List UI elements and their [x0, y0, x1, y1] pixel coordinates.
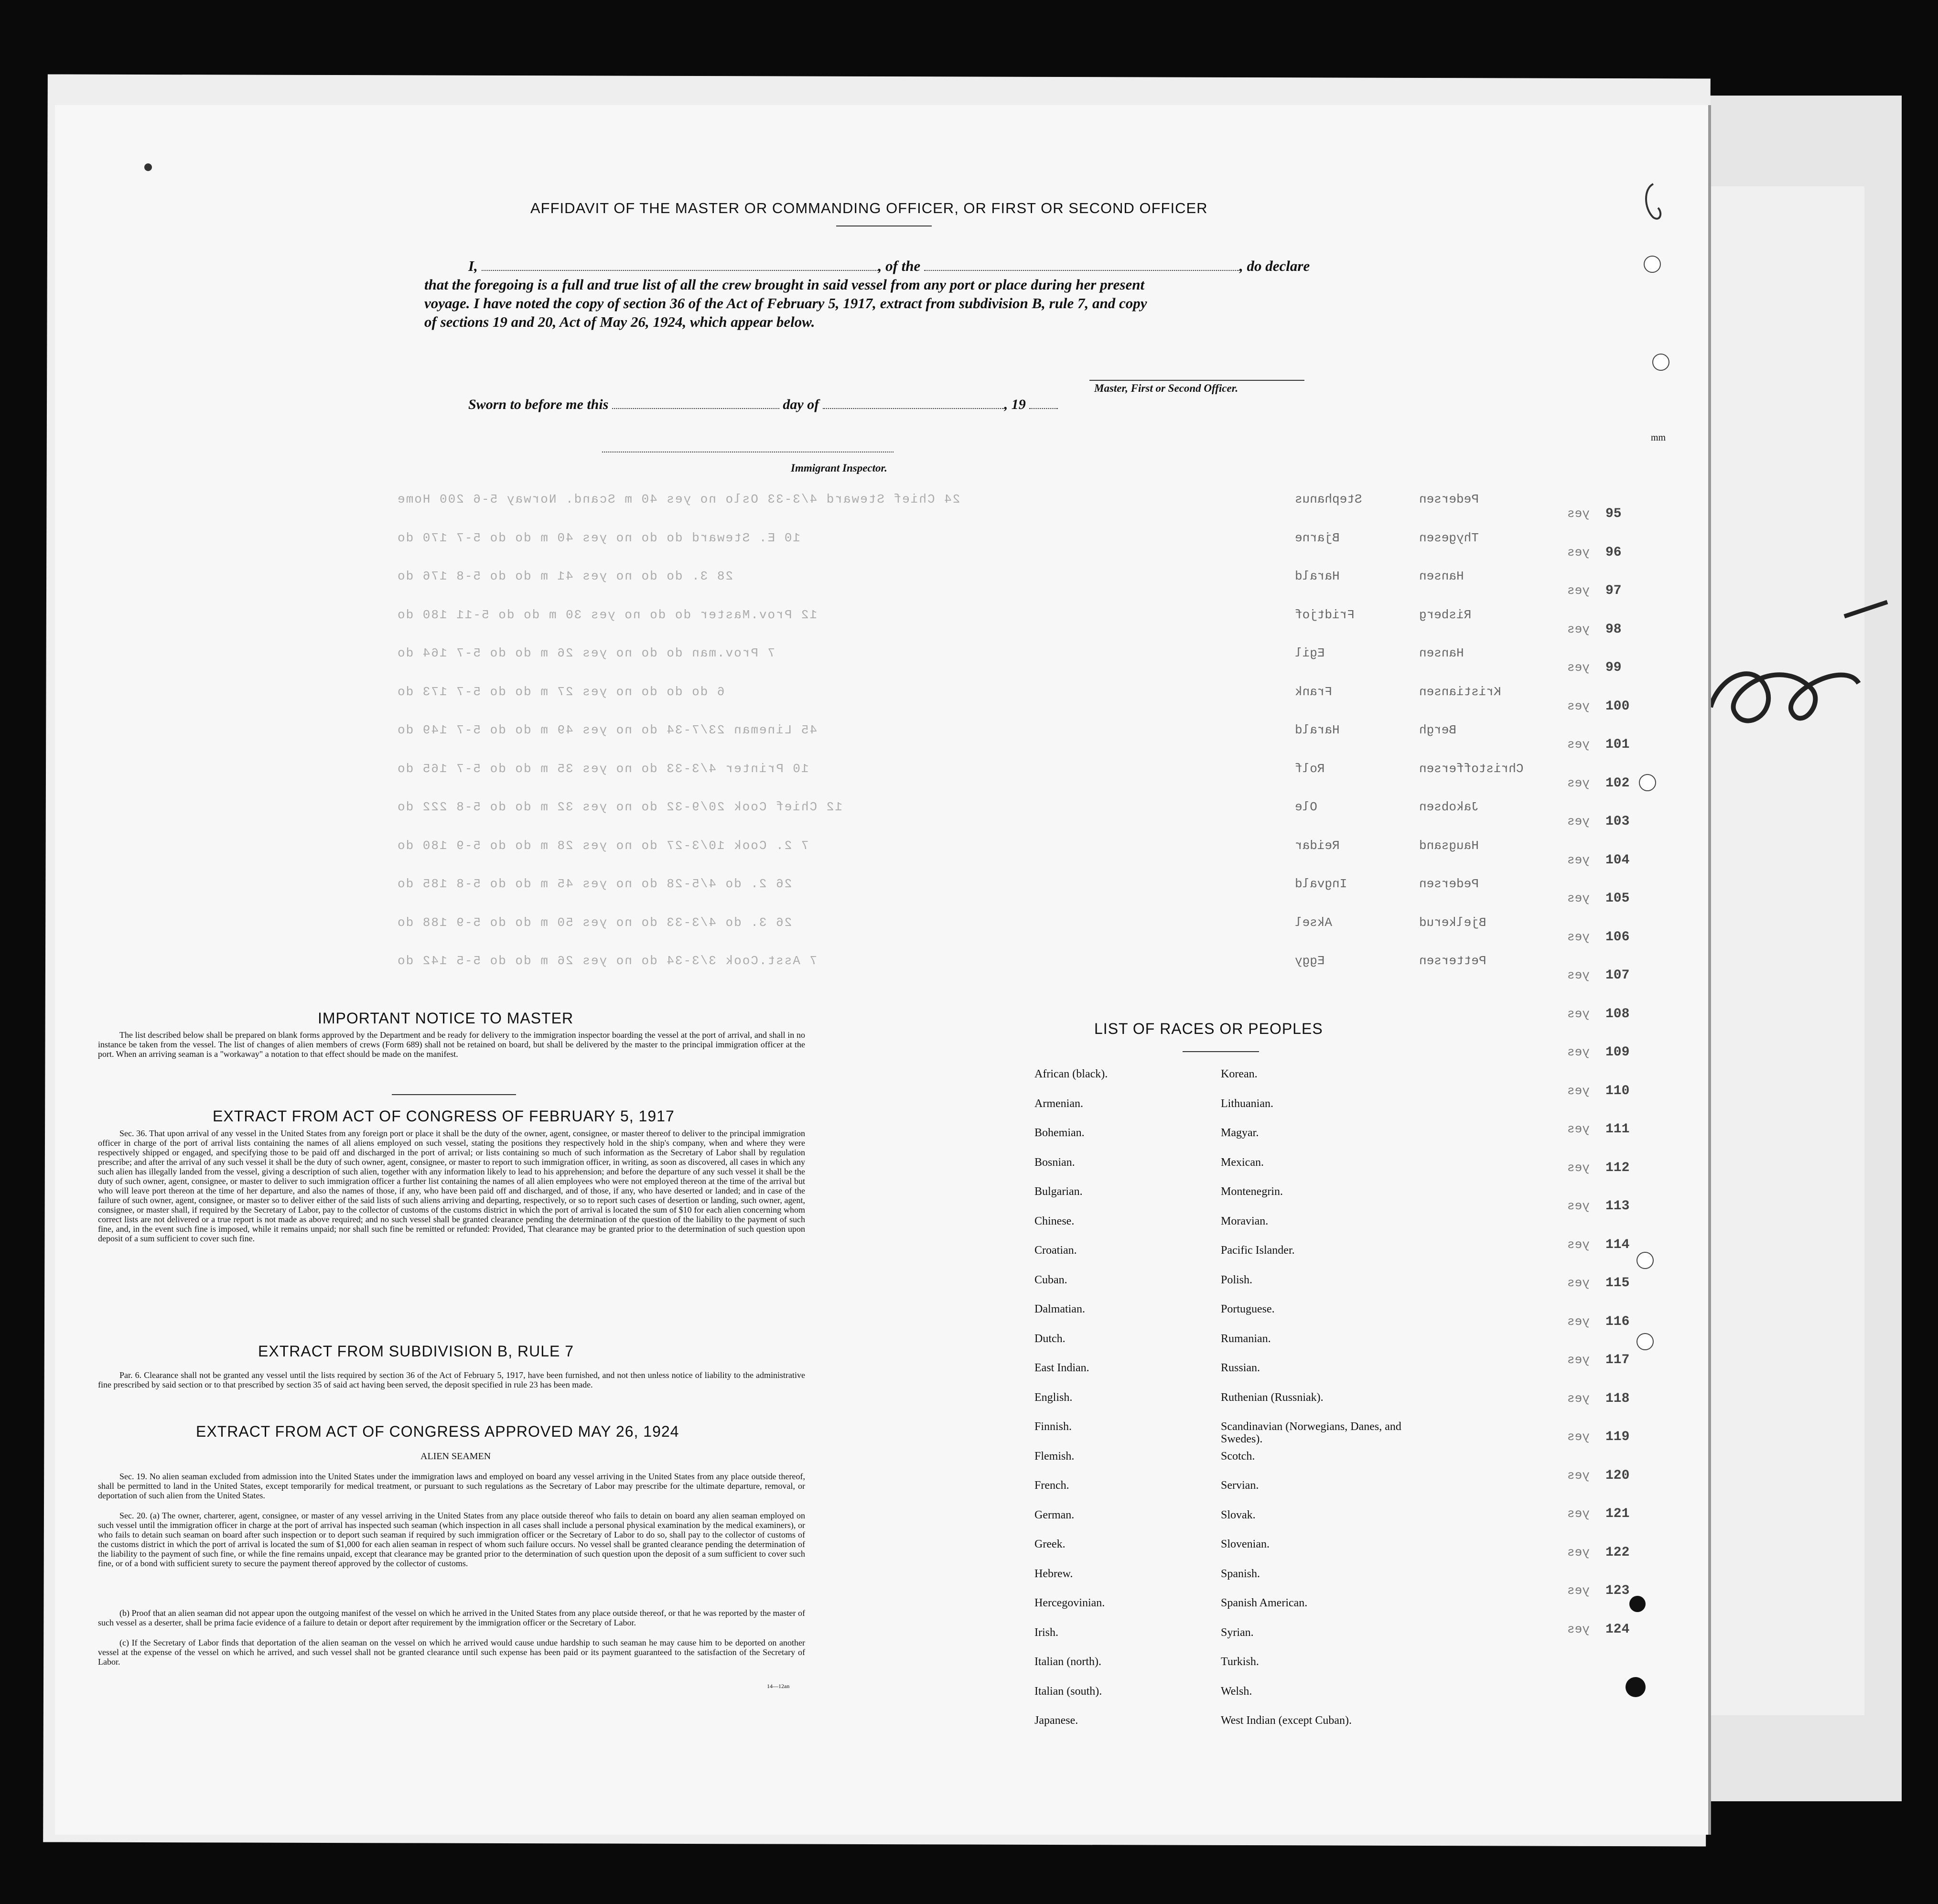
affidavit-title: AFFIDAVIT OF THE MASTER OR COMMANDING OFFICER, OR FIRST OR SECOND OFFICER: [530, 200, 1208, 216]
race-item: Ruthenian (Russniak).: [1221, 1391, 1324, 1404]
bleed-yes-mark: yes: [1567, 737, 1590, 752]
bleed-yes-mark: yes: [1567, 1545, 1590, 1560]
bleed-yes-mark: yes: [1567, 1199, 1590, 1213]
day-of-label: day of: [783, 397, 819, 412]
race-item: Hercegovinian.: [1034, 1597, 1105, 1609]
race-item: Bohemian.: [1034, 1127, 1085, 1139]
crew-number: 123: [1605, 1583, 1630, 1598]
race-item: Rumanian.: [1221, 1332, 1271, 1345]
declaration-line-3: voyage. I have noted the copy of section 36 of the Act of February 5, 1917, extract from subdivision B, rule 7, and copy: [424, 295, 1147, 312]
crew-number: 109: [1605, 1045, 1630, 1060]
crew-number: 110: [1605, 1083, 1630, 1098]
extract-1917-text: Sec. 36. That upon arrival of any vessel in the United States from any foreign port or place it shall be the duty of the owner, agent, consignee, or master thereof to deliver to the principal immigration officer in charge of the port of arrival lists containing the names of all aliens employed on such vessel, stating the positions they respectively hold in the ship's company, when and where they were respectively shipped or engaged, and specifying those to be paid off and discharged in the port of arrival; or lists containing so much of such information as the Secretary of Labor shall by regulation prescribe; and after the arrival of any such vessel it shall be the duty of such owner, agent, consignee, or master to report to such immigration officer, in writing, as soon as discovered, all cases in which any such alien has illegally landed from the vessel, giving a description of such alien, together with any information likely to lead to his apprehension; and before the departure of any such vessel it shall be the duty of such owner, agent, consignee, or master to deliver to such immigration officer a further list containing the names of all alien employees who were not employed thereon at the time of the arrival but who will leave port thereon at the time of her departure, and also the names of those, if any, who have been paid off and discharged, and of those, if any, who have deserted or landed; and in case of the failure of such owner, agent, consignee, or master so to deliver either of the said lists of such aliens arriving and departing, respectively, or so to report such cases of desertion or landing, such owner, agent, consignee, or master shall, if required by the Secretary of Labor, pay to the collector of customs of the customs district in which the port of arrival is located the sum of $10 for each alien concerning whom correct lists are not delivered or a true report is not made as above required; and no such vessel shall be granted clearance pending the determination of the question of the liability to the payment of such fine, and, in the event such fine is imposed, while it remains unpaid; nor shall such fine be remitted or refunded: Provided, That clearance may be granted prior to the determination of such question upon deposit of a sum sufficient to cover such fine.: [98, 1129, 805, 1243]
race-item: Armenian.: [1034, 1097, 1083, 1110]
bleed-yes-mark: yes: [1567, 622, 1590, 636]
bleed-row-details: 28 3. do do no yes 41 m do do 5-8 176 do: [397, 569, 733, 583]
race-item: Bosnian.: [1034, 1156, 1075, 1169]
bleed-row-details: 12 Chief Cook 20/9-32 do no yes 32 m do do 5-8 222 do: [397, 800, 842, 814]
ink-dot: [1629, 1596, 1646, 1612]
do-declare-label: , do declare: [1239, 258, 1310, 274]
bleed-yes-mark: yes: [1567, 1160, 1590, 1175]
bleed-yes-mark: yes: [1567, 1506, 1590, 1521]
bleed-yes-mark: yes: [1567, 852, 1590, 867]
race-item: Polish.: [1221, 1273, 1253, 1286]
bleed-first-name: Harald: [1295, 569, 1340, 583]
crew-number: 115: [1605, 1276, 1630, 1291]
punch-hole: [1637, 1252, 1654, 1269]
margin-mark: mm: [1651, 432, 1666, 443]
race-item: Spanish.: [1221, 1567, 1260, 1580]
race-item: Welsh.: [1221, 1685, 1252, 1698]
race-item: Montenegrin.: [1221, 1185, 1283, 1198]
crew-number: 102: [1605, 775, 1630, 791]
bleed-row-details: 10 Printer 4/3-33 do no yes 35 m do do 5-7 165 do: [397, 761, 809, 776]
bleed-first-name: Bjarne: [1295, 530, 1340, 545]
bleed-row-details: 26 3. do 4/3-33 do no yes 50 m do do 5-9 188 do: [397, 915, 792, 930]
margin-hook-mark: [1639, 179, 1668, 227]
bleed-yes-mark: yes: [1567, 1083, 1590, 1098]
bleed-first-name: Ole: [1295, 800, 1317, 814]
rule7-heading: EXTRACT FROM SUBDIVISION B, RULE 7: [258, 1343, 574, 1360]
bleed-yes-mark: yes: [1567, 1006, 1590, 1021]
sec20b-text: (b) Proof that an alien seaman did not appear upon the outgoing manifest of the vessel on which he arrived in the United States from any place outside thereof, or that he was reported by the master of such vessel as a deserter, shall be prima facie evidence of a failure to detain or deport after requirement by the immigration officer or the Secretary of Labor.: [98, 1608, 805, 1627]
race-item: Cuban.: [1034, 1273, 1067, 1286]
bleed-surname: Jakobsen: [1419, 800, 1479, 814]
sec20a-text: Sec. 20. (a) The owner, charterer, agent, consignee, or master of any vessel arriving in the United States from any place outside thereof who fails to detain on board any alien seaman employed on such vessel until the immigration officer in charge at the port of arrival has inspected such seaman (which inspection in all cases shall include a personal physical examination by the medical examiners), or who fails to detain such seaman on board after such inspection or to deport such seaman if required by such immigration officer or the Secretary of Labor to do so, shall pay to the collector of customs of the customs district in which the port of arrival is located the sum of $1,000 for each alien seaman in respect of whom such failure occurs. No vessel shall be granted clearance pending the determination of the liability to the payment of such fine, or while the fine remains unpaid, except that clearance may be granted prior to the determination of such question upon the deposit of a sum sufficient to cover such fine, or of a bond with sufficient surety to secure the payment thereof approved by the collector of customs.: [98, 1511, 805, 1568]
bleed-yes-mark: yes: [1567, 1391, 1590, 1406]
race-item: Slovenian.: [1221, 1538, 1270, 1550]
bleed-first-name: Ingvald: [1295, 877, 1347, 891]
race-item: Italian (south).: [1034, 1685, 1102, 1698]
bleed-surname: Pedersen: [1419, 492, 1479, 506]
race-item: Irish.: [1034, 1626, 1058, 1639]
race-item: Dutch.: [1034, 1332, 1066, 1345]
bleed-surname: Bjelkerud: [1419, 915, 1486, 930]
bleed-first-name: Eggy: [1295, 954, 1325, 968]
extract-1924-heading: EXTRACT FROM ACT OF CONGRESS APPROVED MAY 26, 1924: [196, 1423, 679, 1440]
declaration-line-1: [468, 257, 1310, 275]
bleed-yes-mark: yes: [1567, 660, 1590, 675]
punch-hole: [1644, 256, 1661, 273]
notice-rule: [392, 1094, 516, 1095]
race-item: English.: [1034, 1391, 1073, 1404]
races-rule: [1183, 1051, 1259, 1052]
bleed-surname: Kristiansen: [1419, 684, 1501, 699]
race-item: Bulgarian.: [1034, 1185, 1083, 1198]
crew-number: 98: [1605, 622, 1622, 637]
race-item: Spanish American.: [1221, 1597, 1308, 1609]
bleed-first-name: Fridtjof: [1295, 607, 1355, 622]
bleed-yes-mark: yes: [1567, 891, 1590, 905]
alien-seamen-subheading: ALIEN SEAMEN: [420, 1451, 491, 1462]
bleed-yes-mark: yes: [1567, 506, 1590, 521]
affidavit-page: [55, 105, 1711, 1835]
year-label: , 19: [1004, 397, 1026, 412]
race-item: Croatian.: [1034, 1244, 1077, 1257]
crew-number: 99: [1605, 660, 1622, 675]
important-notice-heading: IMPORTANT NOTICE TO MASTER: [318, 1010, 574, 1027]
bleed-yes-mark: yes: [1567, 583, 1590, 598]
bleed-row-details: 7 2. Cook 10/3-27 do no yes 28 m do do 5-9 180 do: [397, 838, 809, 853]
bleed-yes-mark: yes: [1567, 1622, 1590, 1636]
crew-number: 119: [1605, 1430, 1630, 1444]
bleed-yes-mark: yes: [1567, 1237, 1590, 1252]
race-item: Russian.: [1221, 1362, 1260, 1374]
declaration-line-4: of sections 19 and 20, Act of May 26, 1924, which appear below.: [424, 313, 815, 330]
bleed-surname: Pedersen: [1419, 877, 1479, 891]
handwritten-scrawl: [1701, 588, 1892, 741]
race-item: East Indian.: [1034, 1362, 1089, 1374]
corner-mark: [141, 160, 155, 174]
crew-number: 106: [1605, 929, 1630, 945]
bleed-yes-mark: yes: [1567, 775, 1590, 790]
race-item: West Indian (except Cuban).: [1221, 1714, 1352, 1727]
sworn-label: Sworn to before me this: [468, 397, 609, 412]
sworn-month-blank[interactable]: [823, 398, 1004, 409]
bleed-row-details: 7 Asst.Cook 3/3-34 do no yes 26 m do do 5-5 142 do: [397, 954, 818, 968]
race-item: Slovak.: [1221, 1508, 1256, 1521]
bleed-surname: Christoffersen: [1419, 761, 1524, 776]
crew-number: 124: [1605, 1622, 1630, 1637]
race-item: Scandinavian (Norwegians, Danes, and Swedes).: [1221, 1420, 1401, 1445]
crew-number: 105: [1605, 891, 1630, 906]
crew-number: 107: [1605, 968, 1630, 983]
punch-hole: [1652, 354, 1669, 371]
bleed-row-details: 10 E. Steward do do no yes 40 m do do 5-7 170 do: [397, 530, 800, 545]
race-item: Italian (north).: [1034, 1656, 1101, 1668]
race-item: Syrian.: [1221, 1626, 1254, 1639]
crew-number: 117: [1605, 1353, 1630, 1367]
bleed-surname: Hansen: [1419, 646, 1464, 660]
bleed-yes-mark: yes: [1567, 929, 1590, 944]
bleed-yes-mark: yes: [1567, 1122, 1590, 1136]
bleed-surname: Haugsand: [1419, 838, 1479, 853]
bleed-yes-mark: yes: [1567, 545, 1590, 559]
race-item: Moravian.: [1221, 1215, 1269, 1227]
bleed-yes-mark: yes: [1567, 699, 1590, 713]
bleed-first-name: Aksel: [1295, 915, 1333, 930]
of-the-label: , of the: [878, 258, 921, 274]
sec20c-text: (c) If the Secretary of Labor finds that deportation of the alien seaman on the vessel on which he arrived would cause undue hardship to such seaman he may cause him to be deported on another vessel at the expense of the vessel on which he arrived, and such vessel shall not be granted clearance until such expense has been paid or its payment guaranteed to the satisfaction of the Secretary of Labor.: [98, 1638, 805, 1667]
race-item: Magyar.: [1221, 1127, 1259, 1139]
race-item: Japanese.: [1034, 1714, 1078, 1727]
race-item: Servian.: [1221, 1479, 1259, 1492]
crew-number: 100: [1605, 699, 1630, 714]
race-item: French.: [1034, 1479, 1069, 1492]
master-caption: Master, First or Second Officer.: [1094, 382, 1238, 394]
crew-number: 103: [1605, 814, 1630, 829]
race-item: Chinese.: [1034, 1215, 1075, 1227]
crew-number: 122: [1605, 1545, 1630, 1560]
bleed-surname: Pettersen: [1419, 954, 1486, 968]
inspector-caption: Immigrant Inspector.: [791, 462, 887, 474]
important-notice-text: The list described below shall be prepared on blank forms approved by the Department and be ready for delivery to the immigration inspector boarding the vessel at the port of arrival, and shall in no instance be taken from the vessel. The list of changes of alien members of crews (Form 689) shall not be retained on board, but shall be delivered by the master to the principal immigration officer at the port. When an arriving seaman is a "workaway" a notation to that effect should be made on the manifest.: [98, 1030, 805, 1059]
race-item: Hebrew.: [1034, 1567, 1073, 1580]
bleed-yes-mark: yes: [1567, 1353, 1590, 1367]
bleed-yes-mark: yes: [1567, 1430, 1590, 1444]
crew-number: 96: [1605, 545, 1622, 560]
bleed-row-details: 26 2. do 4/5-28 do no yes 45 m do do 5-8 185 do: [397, 877, 792, 891]
bleed-row-details: 7 Prov.man do do no yes 26 m do do 5-7 164 do: [397, 646, 775, 660]
bleed-row-details: 12 Prov.Master do do no yes 30 m do do 5-11 180 do: [397, 607, 818, 622]
sworn-line: [468, 396, 1058, 414]
extract-1917-heading: EXTRACT FROM ACT OF CONGRESS OF FEBRUARY 5, 1917: [213, 1108, 675, 1125]
bleed-first-name: Stephanus: [1295, 492, 1362, 506]
bleed-first-name: Reidar: [1295, 838, 1340, 853]
punch-hole: [1637, 1333, 1654, 1350]
crew-number: 116: [1605, 1314, 1630, 1329]
crew-number: 118: [1605, 1391, 1630, 1406]
bleed-row-details: 24 Chief Steward 4/3-33 Oslo no yes 40 m Scand. Norway 5-6 200 Home: [397, 492, 960, 506]
bleed-yes-mark: yes: [1567, 1314, 1590, 1329]
race-item: Greek.: [1034, 1538, 1066, 1550]
master-signature-line[interactable]: [1089, 380, 1304, 381]
crew-number: 97: [1605, 583, 1622, 598]
sec19-text: Sec. 19. No alien seaman excluded from admission into the United States under the immigration laws and employed on board any vessel arriving in the United States from any place outside thereof, shall be permitted to land in the United States, except temporarily for medical treatment, or pursuant to such regulations as the Secretary of Labor may prescribe for the ultimate departure, removal, or deportation of such alien from the United States.: [98, 1472, 805, 1500]
race-item: Flemish.: [1034, 1450, 1075, 1463]
race-item: German.: [1034, 1508, 1075, 1521]
crew-number: 108: [1605, 1006, 1630, 1022]
crew-number: 121: [1605, 1506, 1630, 1521]
crew-number: 101: [1605, 737, 1630, 752]
bleed-row-details: 6 do do do no yes 27 m do do 5-7 173 do: [397, 684, 725, 699]
bleed-first-name: Frank: [1295, 684, 1333, 699]
declaration-line-2: that the foregoing is a full and true list of all the crew brought in said vessel from any port or place during her present: [424, 276, 1145, 293]
bleed-first-name: Egil: [1295, 646, 1325, 660]
bleed-first-name: Harald: [1295, 723, 1340, 737]
bleed-yes-mark: yes: [1567, 1583, 1590, 1598]
back-sheet-edge: [1691, 186, 1864, 1715]
race-item: Mexican.: [1221, 1156, 1264, 1169]
race-item: Portuguese.: [1221, 1303, 1275, 1315]
bleed-yes-mark: yes: [1567, 1468, 1590, 1483]
i-label: I,: [468, 258, 478, 274]
race-item: Turkish.: [1221, 1656, 1259, 1668]
name-blank[interactable]: [482, 259, 878, 271]
bleed-surname: Risberg: [1419, 607, 1472, 622]
bleed-row-details: 45 Lineman 23/7-34 do no yes 49 m do do 5-7 149 do: [397, 723, 818, 737]
bleed-surname: Thygesen: [1419, 530, 1479, 545]
bleed-yes-mark: yes: [1567, 1276, 1590, 1290]
form-number: 14—12an: [767, 1683, 790, 1689]
bleed-yes-mark: yes: [1567, 1045, 1590, 1059]
bleed-yes-mark: yes: [1567, 968, 1590, 982]
crew-number: 104: [1605, 852, 1630, 868]
year-blank[interactable]: [1029, 398, 1058, 409]
race-item: African (black).: [1034, 1068, 1108, 1080]
crew-number: 114: [1605, 1237, 1630, 1252]
crew-number: 95: [1605, 506, 1622, 521]
race-item: Korean.: [1221, 1068, 1258, 1080]
punch-hole: [1639, 774, 1656, 791]
crew-number: 111: [1605, 1122, 1630, 1137]
crew-number: 113: [1605, 1199, 1630, 1214]
race-item: Pacific Islander.: [1221, 1244, 1295, 1257]
bleed-surname: Hansen: [1419, 569, 1464, 583]
crew-number: 112: [1605, 1160, 1630, 1175]
race-item: Scotch.: [1221, 1450, 1255, 1463]
races-heading: LIST OF RACES OR PEOPLES: [1094, 1020, 1323, 1037]
bleed-surname: Bergh: [1419, 723, 1457, 737]
race-item: Finnish.: [1034, 1420, 1072, 1433]
bleed-yes-mark: yes: [1567, 814, 1590, 828]
vessel-blank[interactable]: [924, 259, 1239, 271]
rule7-text: Par. 6. Clearance shall not be granted any vessel until the lists required by section 36 of the Act of February 5, 1917, have been furnished, and not then unless notice of liability to the administrative fine prescribed by said section or to that prescribed by section 35 of said act having been served, the deposit specified in rule 23 has been made.: [98, 1370, 805, 1389]
race-item: Dalmatian.: [1034, 1303, 1085, 1315]
bleed-first-name: Rolf: [1295, 761, 1325, 776]
race-item: Lithuanian.: [1221, 1097, 1273, 1110]
sworn-day-blank[interactable]: [612, 398, 779, 409]
crew-number: 120: [1605, 1468, 1630, 1483]
ink-dot: [1626, 1677, 1646, 1697]
